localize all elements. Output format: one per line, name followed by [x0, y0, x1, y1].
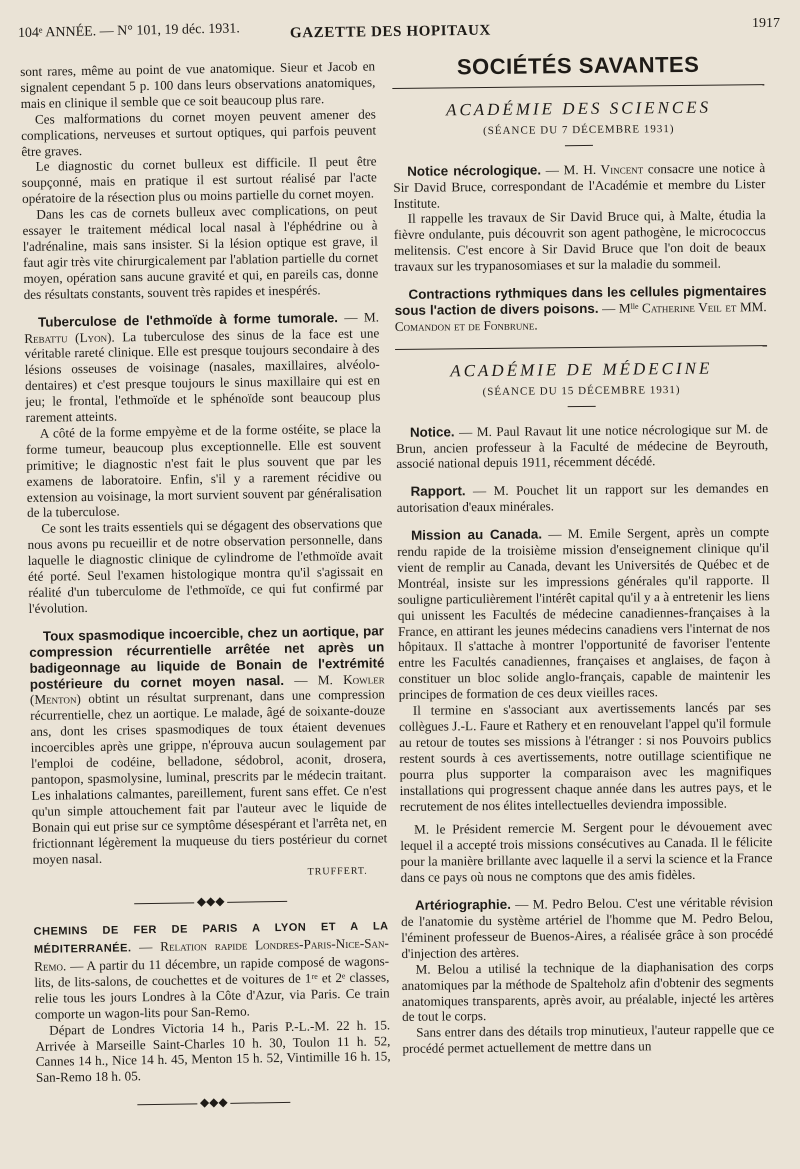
- paragraph: Sans entrer dans des détails trop minutieux, l'auteur rappelle que ce procédé permet actuellement de mettre dans un: [402, 1021, 775, 1057]
- section-title: SOCIÉTÉS SAVANTES: [456, 51, 700, 80]
- paragraph: A côté de la forme empyème et de la forme ostéite, se place la forme tumeur, beaucoup plus exceptionnelle. Elle est souvent primitive; le diagnostic n'est fait le plus souvent que par les examens de laboratoire. Enfin, s'il y a rarement récidive ou extension au voisinage, la mort survient souvent par généralisation de la tuberculose.: [25, 420, 382, 521]
- article-body: — M. Paul Ravaut lit une notice nécrologique sur M. de Brun, ancien professeur à la Faculté de médecine de Beyrouth, associé national depuis 1911, récemment décédé.: [396, 420, 769, 472]
- article-title: Artériographie.: [414, 896, 511, 913]
- article-chemins: [33, 918, 390, 1023]
- ornament-divider: ◆◆◆: [36, 1093, 391, 1114]
- paragraph: M. le Président remercie M. Sergent pour le dévouement avec lequel il a accepté trois missions consécutives au Canada. Il le félicite pour la manière brillante avec laquelle il a servi la science et la France dans ce pays où nous ne comptons que des amis fidèles.: [400, 818, 773, 886]
- article-arteriographie: [401, 894, 774, 962]
- paragraph: Ces malformations du cornet moyen peuvent amener des complications, nerveuses et surtout optiques, qui parfois peuvent être graves.: [20, 106, 377, 159]
- paragraph: Le diagnostic du cornet bulleux est difficile. Il peut être soupçonné, mais en pratique il est surtout réalisé par l'acte opératoire de la résection plus ou moins partielle du cornet moyen.: [21, 153, 377, 207]
- article-body: consacre une notice à Sir David Bruce, correspondant de l'Académie et membre du Lister Institute.: [393, 159, 766, 211]
- article-title: CHEMINS DE FER DE PARIS A LYON ET A LA MÉDITERRANÉE.: [33, 920, 389, 957]
- article-body: A partir du 11 décembre, un rapide composé de wagons-lits, de lits-salons, de couchettes et de voitures de 1ʳᵉ et 2ᵉ classes, relie tous les jours Londres à la Côte d'Azur, via Paris. Ce train comporte un wagon-lits pour San-Remo.: [34, 953, 390, 1022]
- paragraph: Il termine en s'associant aux avertissements lancés par ses collègues J.-L. Faure et Rathery et en renouvelant l'appel qu'il formule au retour de toutes ses missions à l'étranger : si nos Pouvoirs publics restent sourds à ces avertissements, notre outillage scientifique ne pourra plus supporter la comparaison avec les magnifiques installations qui progressent chaque année dans les autres pays, et le recrutement de nos élites intellectuelles deviendra impossible.: [398, 699, 772, 814]
- issue-info: 104ᵉ ANNÉE. — N° 101, 19 déc. 1931.: [17, 21, 240, 41]
- article-contractions: [394, 283, 766, 335]
- article-notice-2: [396, 421, 768, 473]
- page-number: 1917: [752, 16, 780, 31]
- paragraph: sont rares, même au point de vue anatomique. Sieur et Jacob en signalent cependant 5 p. 100 dans leurs observations anatomiques, mais en clinique il semble que ce soit beaucoup plus rare.: [20, 58, 376, 111]
- article-author: — Mˡˡᵉ Catherine Veil et MM. Comandon et de Fonbrune.: [394, 299, 767, 334]
- divider: [565, 145, 593, 146]
- article-title: Notice nécrologique.: [407, 162, 542, 179]
- article-tuberculose: [24, 309, 381, 426]
- article-title: Contractions rythmiques dans les cellules pigmentaires sous l'action de divers poisons.: [394, 283, 767, 318]
- article-notice: [393, 160, 765, 212]
- article-mission: [397, 524, 771, 703]
- right-column: [392, 52, 774, 1057]
- academy-heading: ACADÉMIE DE MÉDECINE: [450, 358, 713, 381]
- divider: [568, 405, 596, 406]
- ornament-divider: ◆◆◆: [33, 892, 388, 913]
- article-body: La tuberculose des sinus de la face est une véritable rareté clinique. Elle est presque toujours secondaire à des lésions osseuses de voisinage (nasales, maxillaires, alvéolo-dentaires) et c'est presque toujours le sinus maxillaire qui est en jeu; le frontal, l'ethmoïde et le sphénoïde sont beaucoup plus rarement atteints.: [24, 324, 381, 425]
- article-subtitle: — Relation rapide Londres-Paris-Nice-San-Remo. —: [34, 935, 389, 974]
- article-title: Tuberculose de l'ethmoïde à forme tumorale.: [37, 309, 339, 330]
- divider: [395, 345, 767, 350]
- academy-heading: ACADÉMIE DES SCIENCES: [445, 97, 712, 120]
- paragraph: Dans les cas de cornets bulleux avec complications, on peut essayer le traitement médical local nasal à l'éphédrine ou à l'adrénaline, mais sans insister. Si la lésion optique est grave, il faut agir très vite chirurgicalement par l'ablation partielle du cornet moyen, opération sans aucune gravité et qui, en pareils cas, donne des résultats constants, souvent très rapides et inespérés.: [22, 201, 379, 302]
- article-body: — M. Pedro Belou. C'est une véritable révision de l'anatomie du système artériel de l'homme que M. Pedro Belou, l'éminent professeur de Buenos-Aires, a réalisée grâce à son procédé d'injection des artères.: [400, 894, 774, 961]
- paragraph: Départ de Londres Victoria 14 h., Paris P.-L.-M. 22 h. 15. Arrivée à Marseille Saint-Charles 10 h. 30, Toulon 11 h. 52, Cannes 14 h., Nice 14 h. 45, Menton 15 h. 52, Vintimille 16 h. 15, San-Remo 18 h. 05.: [35, 1016, 391, 1086]
- article-body: — M. Pouchet lit un rapport sur les demandes en autorisation d'eaux minérales.: [396, 480, 769, 516]
- session-date: (SÉANCE DU 7 DÉCEMBRE 1931): [483, 122, 675, 137]
- paragraph: M. Belou a utilisé la technique de la diaphanisation des corps anatomiques par la méthode de Spalteholz afin d'obtenir des segments anatomiques transparents, après avoir, au préalable, injecté les artères de tout le corps.: [401, 957, 774, 1025]
- article-body: — M. Emile Sergent, après un compte rendu rapide de la troisième mission d'enseignement clinique qu'il vient de remplir au Canada, devant les Universités de Québec et de Montréal, insiste sur les impressions générales qu'il rapporte. Il souligne particulièrement l'intérêt capital qu'il y a à entretenir les liens qui unissent les Facultés de médecine canadiennes-françaises à la France, en attirant les jeunes médecins canadiens vers l'internat de nos hôpitaux. Il s'attache à montrer l'opportunité de favoriser l'entente entre les Facultés canadiennes, françaises et anglaises, de façon à constituer un bloc solide anglo-français, capable de maintenir les principes de formation de ces deux vieilles races.: [397, 524, 771, 703]
- article-toux: [29, 623, 388, 867]
- article-title: Mission au Canada.: [410, 526, 543, 543]
- article-rapport: [396, 480, 768, 516]
- article-title: Rapport.: [410, 483, 466, 500]
- journal-title: GAZETTE DES HOPITAUX: [289, 22, 492, 42]
- article-title: Toux spasmodique incoercible, chez un aortique, par compression récurrentielle arrêtée net après un badigeonnage au liquide de Bonain de l'extrémité postérieure du cornet moyen nasal.: [29, 623, 385, 692]
- article-author: — M. H. Vincent: [545, 161, 644, 178]
- paragraph: Il rappelle les travaux de Sir David Bruce qui, à Malte, étudia la fièvre ondulante, puis découvrit son agent pathogène, le micrococcus melitensis. C'est encore à Sir David Bruce que l'on doit de beaux travaux sur les trypanosomiases et sur la maladie du sommeil.: [393, 207, 767, 275]
- left-column: [20, 58, 392, 1124]
- article-author: — M. Rebattu (Lyon).: [24, 308, 380, 346]
- author-signature: TRUFFERT.: [307, 866, 368, 878]
- paragraph: Ce sont les traits essentiels qui se dégagent des observations que nous avons pu recueillir et de notre observation personnelle, dans laquelle le diagnostic clinique de cylindrome de l'ethmoïde avait été porté. Seul l'examen histologique montra qu'il s'agissait en réalité d'un tuberculome de l'ethmoïde, ce qui fut confirmé par l'évolution.: [27, 515, 384, 616]
- page-header: [18, 16, 780, 46]
- article-body: obtint un résultat surprenant, dans une compression récurrentielle, chez un aortique. Le malade, âgé de soixante-douze ans, dont les crises spasmodiques de toux étaient devenues incoercibles après une grippe, n'éprouva aucun soulagement par l'emploi de codéine, belladone, sédobrol, aconit, drosera, pantopon, spasmolysine, luminal, prescrits par le médecin traitant. Les inhalations calmantes, pareillement, furent sans effet. Ce n'est qu'un simple attouchement fait par l'auteur avec le liquide de Bonain qui eut prise sur ce symptôme désespérant et l'arrêta net, en frictionnant légèrement la muqueuse du tiers postérieur du cornet moyen nasal.: [30, 686, 388, 867]
- article-title: Notice.: [409, 423, 455, 440]
- session-date: (SÉANCE DU 15 DÉCEMBRE 1931): [482, 383, 681, 398]
- article-author: — M. Kowler (Menton): [29, 670, 385, 708]
